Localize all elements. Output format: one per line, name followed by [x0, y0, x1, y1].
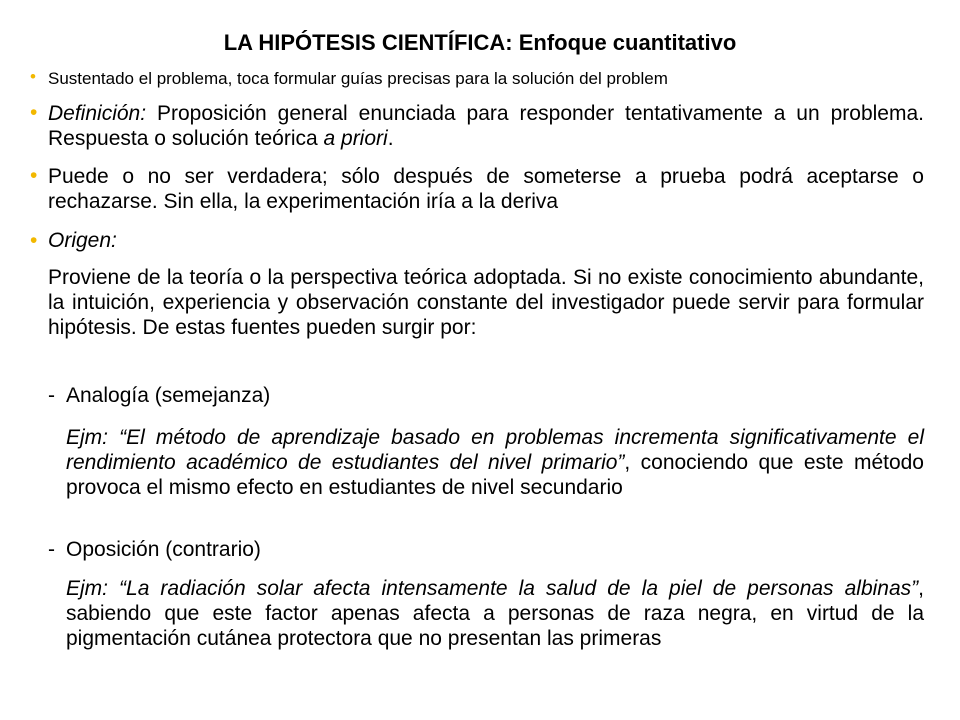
oposicion-example-rest: , sabiendo que este factor apenas afecta a personas de raza negra, en virtud de la pigmentación cutánea protectora que no presentan las primeras — [66, 577, 924, 650]
definicion-label: Definición: — [48, 102, 147, 125]
bullet-verdadera-text: Puede o no ser verdadera; sólo después de someterse a prueba podrá aceptarse o rechazarse. Sin ella, la experimentación iría a la deriva — [48, 165, 924, 213]
analogia-example — [66, 425, 924, 500]
slide-title: LA HIPÓTESIS CIENTÍFICA: Enfoque cuantitativo — [223, 30, 737, 55]
dash-marker: - — [48, 384, 55, 407]
bullet-sustentado — [30, 67, 930, 91]
sub-oposicion — [48, 538, 924, 562]
bullet-verdadera — [30, 164, 924, 214]
bullet-icon: • — [30, 164, 38, 187]
bullet-icon: • — [30, 67, 36, 86]
bullet-icon: • — [30, 101, 38, 124]
analogia-example-quote: Ejm: “El método de aprendizaje basado en problemas incrementa significativamente el rendimiento académico de estudiantes del nivel primario” — [66, 426, 924, 474]
oposicion-label: Oposición (contrario) — [66, 538, 261, 561]
dash-marker: - — [48, 538, 55, 561]
definicion-emph: a priori — [323, 127, 388, 150]
origen-label: Origen: — [48, 229, 117, 252]
sub-analogia — [48, 384, 924, 408]
definicion-body: Proposición general enunciada para responder tentativamente a un problema. Respuesta o solución teórica — [48, 102, 924, 150]
oposicion-example — [66, 576, 924, 651]
bullet-icon: • — [30, 229, 38, 252]
analogia-label: Analogía (semejanza) — [66, 384, 271, 407]
oposicion-example-quote: Ejm: “La radiación solar afecta intensamente la salud de la piel de personas albinas” — [66, 577, 919, 600]
bullet-definicion-text — [48, 101, 924, 151]
definicion-end: . — [387, 127, 394, 150]
bullet-definicion — [30, 101, 924, 151]
bullet-sustentado-text: Sustentado el problema, toca formular guías precisas para la solución del problem — [48, 69, 668, 88]
bullet-origen — [30, 229, 924, 253]
origen-paragraph: Proviene de la teoría o la perspectiva teórica adoptada. Si no existe conocimiento abundante, la intuición, experiencia y observación constante del investigador puede servir para formular hipótesis. De estas fuentes pueden surgir por: — [48, 266, 924, 339]
analogia-example-rest: , conociendo que este método provoca el mismo efecto en estudiantes de nivel secundario — [66, 451, 924, 499]
